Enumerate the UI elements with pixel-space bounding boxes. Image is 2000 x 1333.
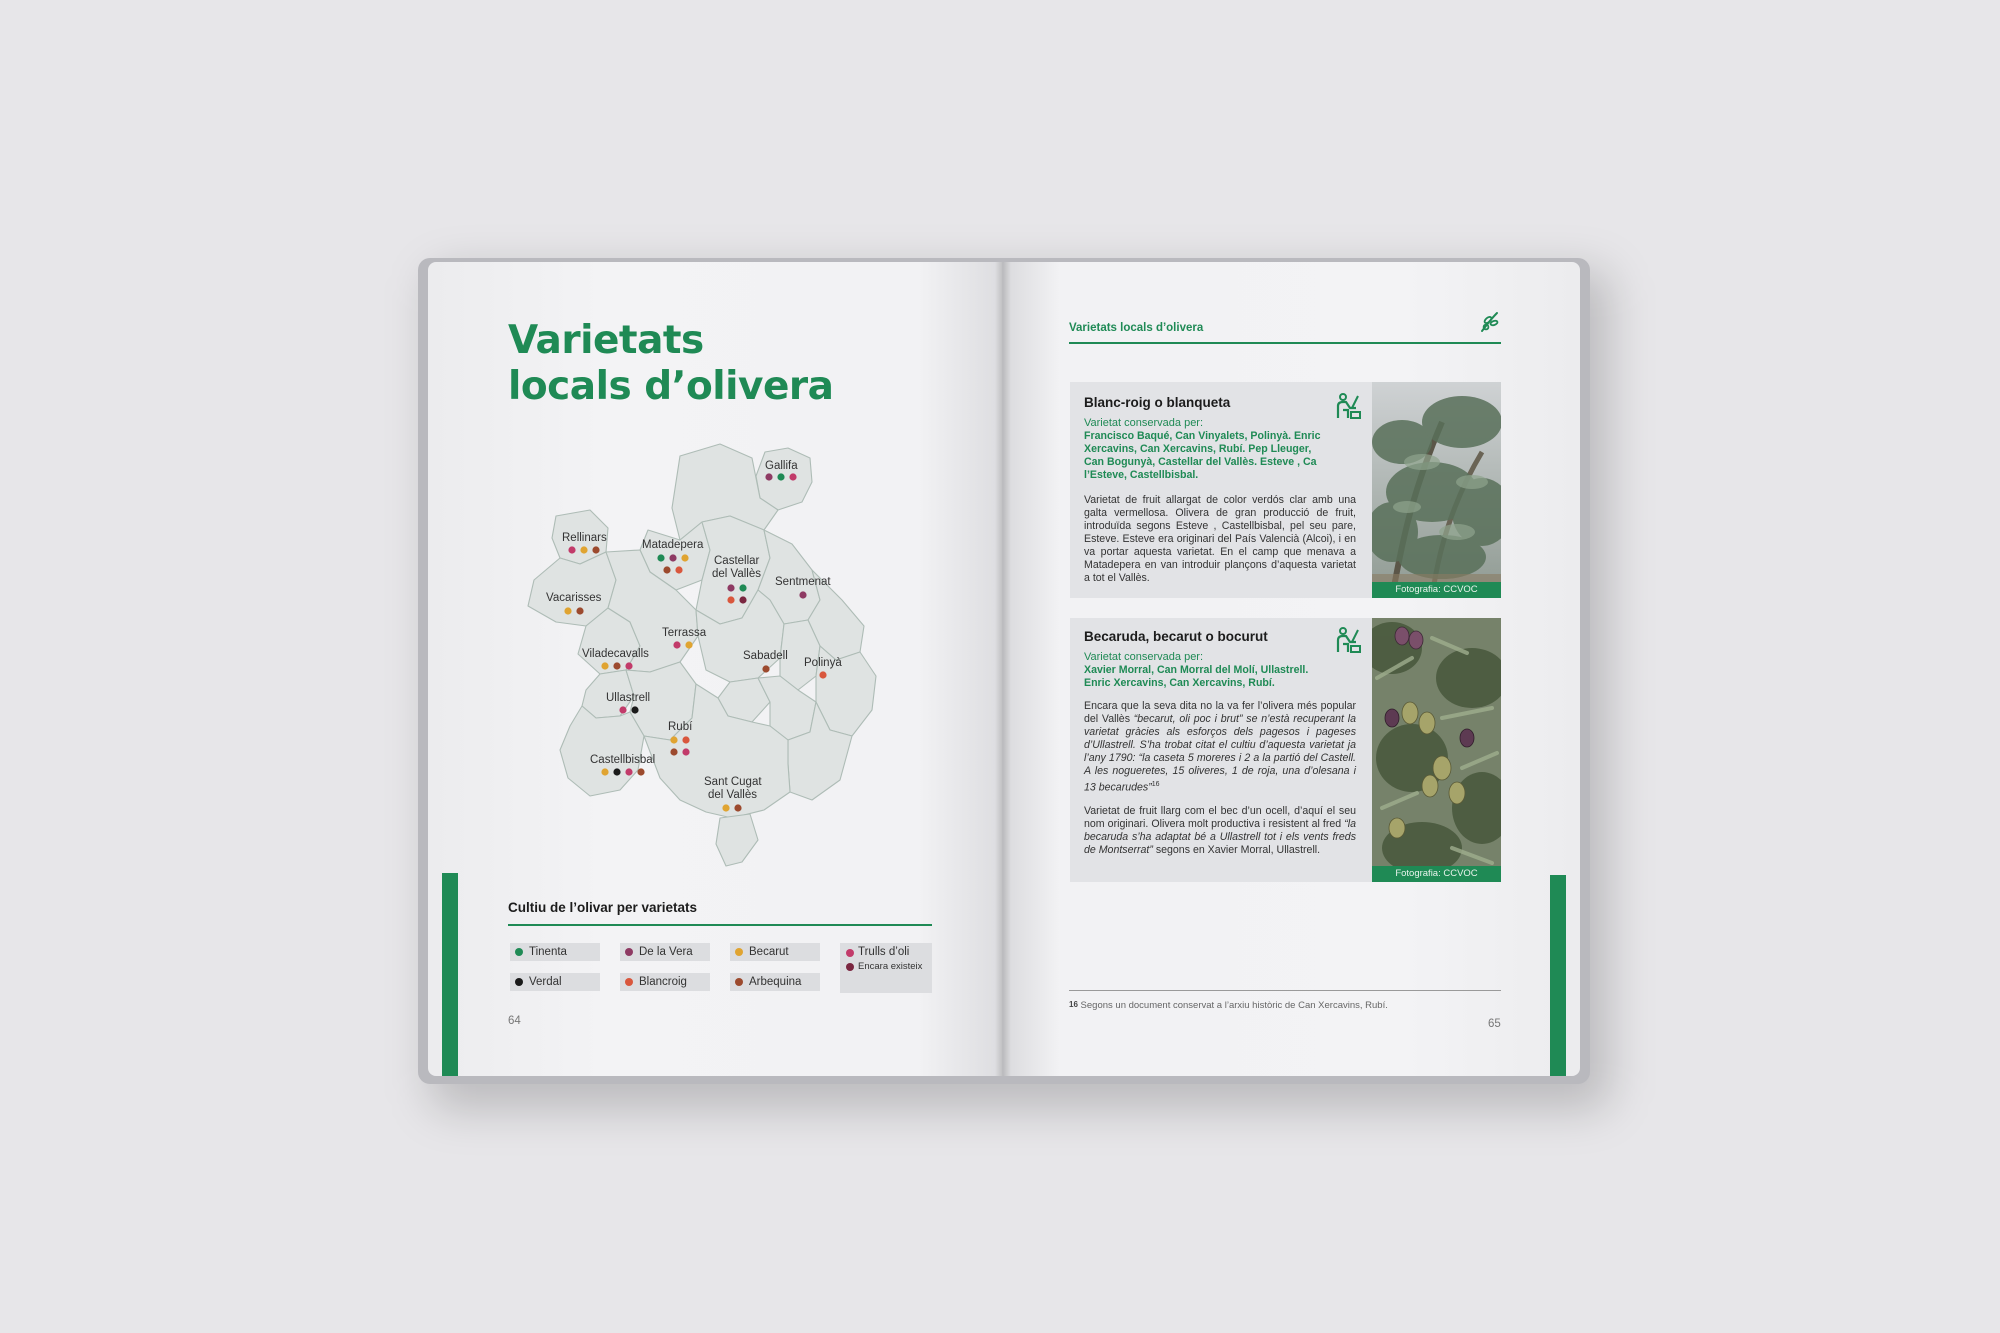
label-santcugat-1: Sant Cugat [704, 776, 762, 788]
variety-card-blanc-roig [1070, 382, 1372, 598]
variety-card-becaruda [1070, 618, 1372, 882]
title-line-2: locals d’olivera [508, 364, 834, 409]
label-santcugat-2: del Vallès [708, 789, 758, 801]
dot-rellinars-3 [592, 546, 599, 553]
legend-item-arbequina [730, 973, 820, 991]
label-castellbisbal: Castellbisbal [590, 754, 656, 766]
photo-caption: Fotografia: CCVOC [1372, 866, 1501, 882]
conserved-label: Varietat conservada per: [1084, 417, 1204, 429]
legend-item-becarut [730, 943, 820, 961]
book-spine [995, 262, 1011, 1076]
encara-dot [846, 963, 854, 971]
trulls-dot [846, 949, 854, 957]
map-region-castellbisbal [560, 706, 644, 796]
dot-matadepera-4 [663, 566, 670, 573]
body-italic: “becarut, oli poc i brut” se n’està recuperant la varietat gràcies als esforços dels pagesos i pageses d’Ullastrell. S’ha trobat citat el cultiu d’aquesta varietat ja l’any 1790: “la caseta 5 moreres i 2 a la partió del Castell. A les nogueretes, 15 oliveres, 1 de roja, una d’olesana i 13 becarudes” [1084, 713, 1356, 794]
dot-sentmenat-1 [799, 591, 806, 598]
right-green-bar [1550, 875, 1566, 1076]
dot-castellar-3 [727, 596, 734, 603]
conserved-by: Francisco Baqué, Can Vinyalets, Polinyà. Enric Xercavins, Can Xercavins, Rubí. Pep Lleuger, Can Bogunyà, Castellar del Vallès. Esteve , Ca l’Esteve, Castellbisbal. [1084, 430, 1321, 481]
footnote [1069, 1000, 1388, 1011]
dot-rubi-2 [682, 736, 689, 743]
dot-castellbisbal-3 [625, 768, 632, 775]
dot-matadepera-1 [657, 554, 664, 561]
label-vacarisses: Vacarisses [546, 592, 602, 604]
label-matadepera: Matadepera [642, 539, 704, 551]
footnote-divider [1069, 990, 1501, 991]
dot-castellbisbal-1 [601, 768, 608, 775]
dot-castellbisbal-2 [613, 768, 620, 775]
dot-ullastrell-2 [631, 706, 638, 713]
dot-castellar-1 [727, 584, 734, 591]
page-number-left: 64 [508, 1015, 521, 1027]
legend-dot [735, 948, 743, 956]
label-rellinars: Rellinars [562, 532, 607, 544]
dot-gallifa-3 [789, 473, 796, 480]
header-divider [1069, 342, 1501, 344]
legend-dot [625, 948, 633, 956]
legend-label: Becarut [749, 946, 789, 958]
label-terrassa: Terrassa [662, 627, 707, 639]
dot-rubi-1 [670, 736, 677, 743]
running-header: Varietats locals d’olivera [1069, 322, 1204, 334]
body-end: segons en Xavier Morral, Ullastrell. [1152, 844, 1321, 856]
olive-branch-icon [1478, 310, 1502, 334]
card-title: Becaruda, becarut o bocurut [1084, 629, 1268, 644]
dot-rubi-4 [682, 748, 689, 755]
dot-castellar-4 [739, 596, 746, 603]
dot-matadepera-3 [681, 554, 688, 561]
dot-viladecavalls-1 [601, 662, 608, 669]
dot-viladecavalls-2 [613, 662, 620, 669]
olives-photo [1372, 618, 1501, 882]
left-green-bar [442, 873, 458, 1076]
title-line-1: Varietats [508, 318, 704, 363]
dot-santcugat-2 [734, 804, 741, 811]
card-body-2 [1084, 805, 1356, 857]
legend-item-tinenta [510, 943, 600, 961]
legend-dot [735, 978, 743, 986]
legend-label: Tinenta [529, 946, 567, 958]
conserved-by: Xavier Morral, Can Morral del Molí, Ullastrell. Enric Xercavins, Can Xercavins, Rubí. [1084, 664, 1309, 689]
conserved-label: Varietat conservada per: [1084, 651, 1204, 663]
dot-ullastrell-1 [619, 706, 626, 713]
footnote-ref: 16 [1151, 781, 1160, 788]
trulls-label: Trulls d’oli [858, 946, 910, 958]
label-rubi: Rubí [668, 721, 693, 733]
encara-label: Encara existeix [858, 961, 923, 972]
legend-title: Cultiu de l’olivar per varietats [508, 900, 698, 915]
dot-gallifa-1 [765, 473, 772, 480]
legend-divider [508, 924, 932, 926]
farmer-icon [1334, 392, 1362, 420]
label-viladecavalls: Viladecavalls [582, 648, 649, 660]
region-map [520, 440, 900, 870]
label-sabadell: Sabadell [743, 650, 788, 662]
olive-tree-photo [1372, 382, 1501, 598]
label-castellar-1: Castellar [714, 555, 760, 567]
page-number-right: 65 [1488, 1018, 1501, 1030]
dot-gallifa-2 [777, 473, 784, 480]
dot-castellar-2 [739, 584, 746, 591]
body-plain: Varietat de fruit llarg com el bec d’un ocell, d’aquí el seu nom originari. Olivera molt productiva i resistent al fred [1084, 805, 1356, 830]
legend-dot [515, 978, 523, 986]
legend-item-de-la-vera [620, 943, 710, 961]
legend-dot [625, 978, 633, 986]
dot-terrassa-2 [685, 641, 692, 648]
card-body: Varietat de fruit allargat de color verdós clar amb una galta vermellosa. Olivera de gran producció de fruit, introduïda segons Esteve , Castellbisbal, pel seu pare, Esteve. Esteve era originari del País Valencià (Alcoi), i en va portar aquesta varietat. En el camp que menava a Matadepera en van introduir plançons d’aquesta varietat a tot el Vallès. [1084, 494, 1356, 584]
body-plain: Encara que la seva dita no la va fer l’olivera més popular del Vallès [1084, 700, 1356, 725]
legend-trulls-box [840, 943, 932, 993]
dot-castellbisbal-4 [637, 768, 644, 775]
dot-terrassa-1 [673, 641, 680, 648]
farmer-icon [1334, 626, 1362, 654]
label-polinya: Polinyà [804, 657, 842, 669]
dot-matadepera-5 [675, 566, 682, 573]
body-italic: “la becaruda s’ha adaptat bé a Ullastrell tot i els vents freds de Montserrat” [1084, 818, 1356, 856]
photo-becaruda [1372, 618, 1501, 882]
dot-sabadell-1 [762, 665, 769, 672]
dot-rubi-3 [670, 748, 677, 755]
legend-item-blancroig [620, 973, 710, 991]
footnote-text: Segons un document conservat a l’arxiu històric de Can Xercavins, Rubí. [1080, 1000, 1388, 1011]
page-title [508, 318, 833, 410]
legend-label: Verdal [529, 976, 562, 988]
dot-vacarisses-1 [564, 607, 571, 614]
card-title: Blanc-roig o blanqueta [1084, 395, 1231, 410]
label-castellar-2: del Vallès [712, 568, 762, 580]
photo-caption: Fotografia: CCVOC [1372, 582, 1501, 598]
legend-label: Arbequina [749, 976, 802, 988]
dot-matadepera-2 [669, 554, 676, 561]
label-gallifa: Gallifa [765, 460, 798, 472]
legend-dot [515, 948, 523, 956]
legend-label: Blancroig [639, 976, 687, 988]
label-ullastrell: Ullastrell [606, 692, 651, 704]
photo-blanc-roig [1372, 382, 1501, 598]
dot-viladecavalls-3 [625, 662, 632, 669]
dot-rellinars-2 [580, 546, 587, 553]
dot-santcugat-1 [722, 804, 729, 811]
legend-item-verdal [510, 973, 600, 991]
dot-rellinars-1 [568, 546, 575, 553]
map-region-south-tip [716, 814, 758, 866]
card-body-1 [1084, 700, 1356, 795]
dot-polinya-1 [819, 671, 826, 678]
dot-vacarisses-2 [576, 607, 583, 614]
label-sentmenat: Sentmenat [775, 576, 831, 588]
footnote-mark: 16 [1069, 1000, 1078, 1009]
legend-label: De la Vera [639, 946, 693, 958]
